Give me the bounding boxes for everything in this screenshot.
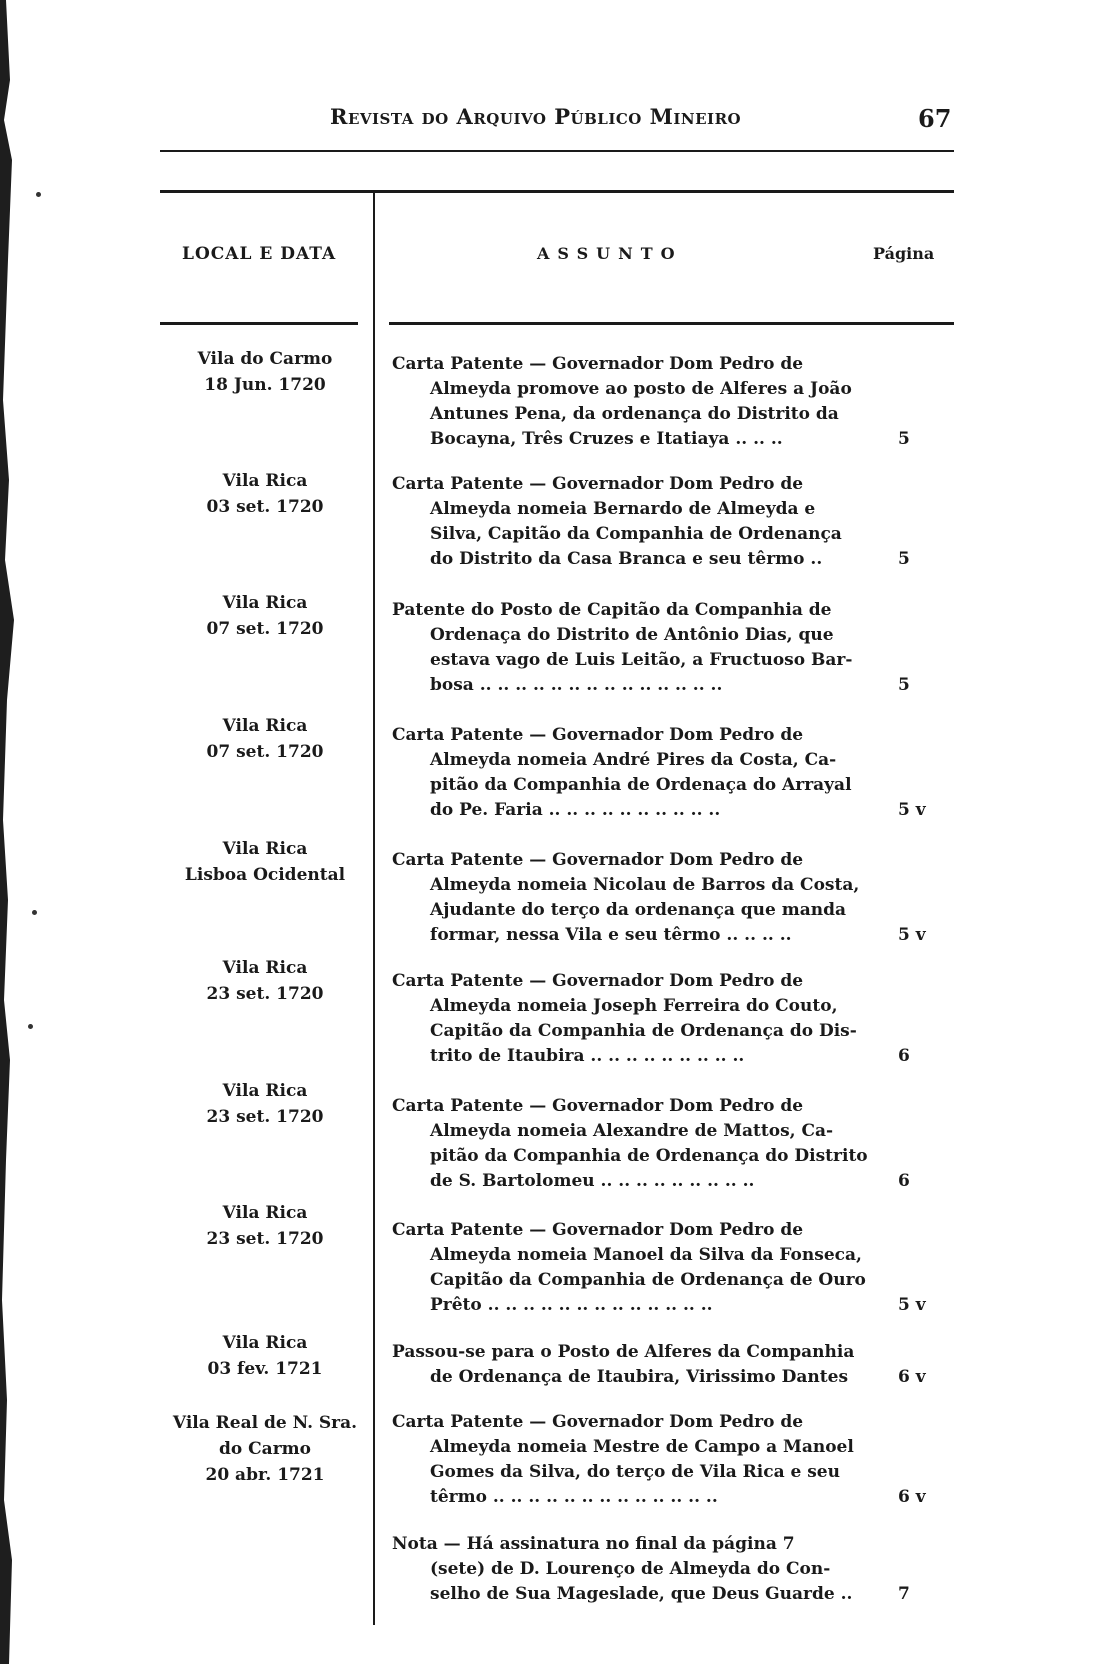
scan-edge-shadow (0, 0, 16, 1664)
entry-local-line: 20 abr. 1721 (205, 1465, 325, 1485)
entry-assunto-line: Capitão da Companhia de Ordenança do Dis- (430, 1021, 857, 1041)
entry-assunto-line: Almeyda nomeia Alexandre de Mattos, Ca- (430, 1121, 834, 1141)
entry-assunto-line: Carta Patente — Governador Dom Pedro de (392, 1096, 804, 1116)
entry-local-line: 23 set. 1720 (206, 1107, 324, 1127)
entry-pagina: 6 (898, 1171, 910, 1191)
entry-local-line: 03 fev. 1721 (207, 1359, 323, 1379)
entry-local-line: Lisboa Ocidental (184, 865, 346, 885)
entry-assunto-line: Carta Patente — Governador Dom Pedro de (392, 1220, 804, 1240)
entry-assunto-line: Carta Patente — Governador Dom Pedro de (392, 725, 804, 745)
entry-local-line: 18 Jun. 1720 (204, 375, 326, 395)
entry-assunto-line: Patente do Posto de Capitão da Companhia de (392, 600, 832, 620)
entry-assunto (392, 472, 846, 572)
head-rule-right (389, 322, 954, 325)
entry-local-line: Vila Rica (222, 958, 308, 978)
entry-assunto-line: de S. Bartolomeu .. .. .. .. .. .. .. .. .. (430, 1171, 755, 1191)
entry-assunto (392, 1218, 866, 1318)
entry-local-data (160, 468, 370, 520)
entry-assunto-line: Ajudante do terço da ordenança que manda (430, 900, 847, 920)
entry-local-line: 23 set. 1720 (206, 1229, 324, 1249)
entry-assunto-line: selho de Sua Mageslade, que Deus Guarde .. (430, 1584, 853, 1604)
entry-local-line: Vila Rica (222, 1081, 308, 1101)
entry-assunto-line: formar, nessa Vila e seu têrmo .. .. .. .. (430, 925, 792, 945)
entry-assunto-line: Carta Patente — Governador Dom Pedro de (392, 850, 804, 870)
entry-assunto (392, 1532, 853, 1607)
entry-assunto-line: Almeyda nomeia Mestre de Campo a Manoel (430, 1437, 854, 1457)
entry-pagina: 5 v (898, 800, 926, 820)
entry-assunto-line: Ordenaça do Distrito de Antônio Dias, que (430, 625, 834, 645)
entry-assunto-line: Gomes da Silva, do terço de Vila Rica e seu (430, 1462, 840, 1482)
entry-assunto-line: Prêto .. .. .. .. .. .. .. .. .. .. .. .. .. (430, 1295, 713, 1315)
entry-pagina: 5 (898, 549, 910, 569)
entry-local-line: 23 set. 1720 (206, 984, 324, 1004)
entry-pagina: 7 (898, 1584, 910, 1604)
entry-local-data (160, 836, 370, 888)
entry-local-data (160, 1078, 370, 1130)
entry-assunto-line: estava vago de Luis Leitão, a Fructuoso Bar- (430, 650, 853, 670)
column-header-assunto: ASSUNTO (537, 244, 683, 263)
entry-pagina: 5 v (898, 925, 926, 945)
entry-assunto-line: Almeyda promove ao posto de Alferes a João (430, 379, 852, 399)
entry-local-line: Vila do Carmo (197, 349, 333, 369)
scan-speck (36, 192, 41, 197)
column-divider (373, 193, 375, 1625)
entry-assunto (392, 969, 857, 1069)
entry-assunto-line: do Distrito da Casa Branca e seu têrmo .. (430, 549, 823, 569)
entry-local-line: Vila Rica (222, 1333, 308, 1353)
entry-assunto-line: Almeyda nomeia Manoel da Silva da Fonseca, (430, 1245, 862, 1265)
entry-assunto-line: bosa .. .. .. .. .. .. .. .. .. .. .. .. .. .. (430, 675, 723, 695)
entry-assunto-line: Carta Patente — Governador Dom Pedro de (392, 354, 804, 374)
entry-assunto (392, 1094, 868, 1194)
entry-local-data (160, 1330, 370, 1382)
entry-assunto-line: Almeyda nomeia Joseph Ferreira do Couto, (430, 996, 838, 1016)
entry-assunto-line: trito de Itaubira .. .. .. .. .. .. .. .. .. (430, 1046, 745, 1066)
entry-local-line: 07 set. 1720 (206, 619, 324, 639)
entry-assunto-line: Silva, Capitão da Companhia de Ordenança (430, 524, 842, 544)
entry-assunto-line: de Ordenança de Itaubira, Virissimo Dantes (430, 1367, 849, 1387)
entry-assunto (392, 352, 852, 452)
entry-assunto-line: Carta Patente — Governador Dom Pedro de (392, 474, 804, 494)
entry-assunto-line: (sete) de D. Lourenço de Almeyda do Con- (430, 1559, 831, 1579)
entry-local-data (160, 955, 370, 1007)
entry-assunto-line: Carta Patente — Governador Dom Pedro de (392, 1412, 804, 1432)
entry-local-line: Vila Rica (222, 593, 308, 613)
entry-local-data (160, 713, 370, 765)
page-number: 67 (918, 104, 952, 133)
entry-local-line: Vila Rica (222, 839, 308, 859)
entry-assunto-line: pitão da Companhia de Ordenança do Distrito (430, 1146, 868, 1166)
entry-assunto-line: Almeyda nomeia André Pires da Costa, Ca- (430, 750, 837, 770)
scan-speck (32, 910, 37, 915)
entry-pagina: 6 (898, 1046, 910, 1066)
head-rule-left (160, 322, 358, 325)
entry-assunto-line: Almeyda nomeia Bernardo de Almeyda e (430, 499, 816, 519)
header-rule (160, 150, 954, 152)
entry-pagina: 5 (898, 675, 910, 695)
entry-pagina: 6 v (898, 1487, 926, 1507)
entry-local-data (160, 1200, 370, 1252)
entry-assunto-line: Antunes Pena, da ordenança do Distrito da (430, 404, 839, 424)
entry-assunto-line: Carta Patente — Governador Dom Pedro de (392, 971, 804, 991)
entry-local-data (160, 346, 370, 398)
scan-speck (28, 1024, 33, 1029)
entry-assunto-line: têrmo .. .. .. .. .. .. .. .. .. .. .. .. .. (430, 1487, 718, 1507)
entry-assunto (392, 1410, 854, 1510)
entry-local-line: Vila Rica (222, 471, 308, 491)
entry-pagina: 5 (898, 429, 910, 449)
entry-local-line: do Carmo (219, 1439, 311, 1459)
entry-local-line: 03 set. 1720 (206, 497, 324, 517)
entry-local-line: Vila Rica (222, 716, 308, 736)
column-header-pagina: Página (873, 244, 935, 263)
entry-assunto-line: do Pe. Faria .. .. .. .. .. .. .. .. .. .. (430, 800, 721, 820)
entry-local-line: Vila Real de N. Sra. (172, 1413, 358, 1433)
entry-assunto-line: Almeyda nomeia Nicolau de Barros da Costa, (430, 875, 860, 895)
entry-assunto-line: pitão da Companhia de Ordenaça do Arrayal (430, 775, 852, 795)
entry-local-data (160, 1410, 370, 1488)
running-title: Revista do Arquivo Público Mineiro (330, 104, 742, 129)
entry-local-line: Vila Rica (222, 1203, 308, 1223)
entry-assunto-line: Passou-se para o Posto de Alferes da Companhia (392, 1342, 855, 1362)
entry-local-data (160, 590, 370, 642)
table-top-rule (160, 190, 954, 193)
entry-assunto (392, 848, 860, 948)
entry-assunto (392, 1340, 855, 1390)
entry-assunto-line: Capitão da Companhia de Ordenança de Ouro (430, 1270, 866, 1290)
column-header-local-data: LOCAL E DATA (182, 244, 337, 264)
entry-assunto-line: Nota — Há assinatura no final da página 7 (392, 1534, 795, 1554)
entry-local-line: 07 set. 1720 (206, 742, 324, 762)
entry-assunto-line: Bocayna, Três Cruzes e Itatiaya .. .. .. (430, 429, 783, 449)
entry-assunto (392, 598, 853, 698)
entry-assunto (392, 723, 852, 823)
entry-pagina: 6 v (898, 1367, 926, 1387)
entry-pagina: 5 v (898, 1295, 926, 1315)
